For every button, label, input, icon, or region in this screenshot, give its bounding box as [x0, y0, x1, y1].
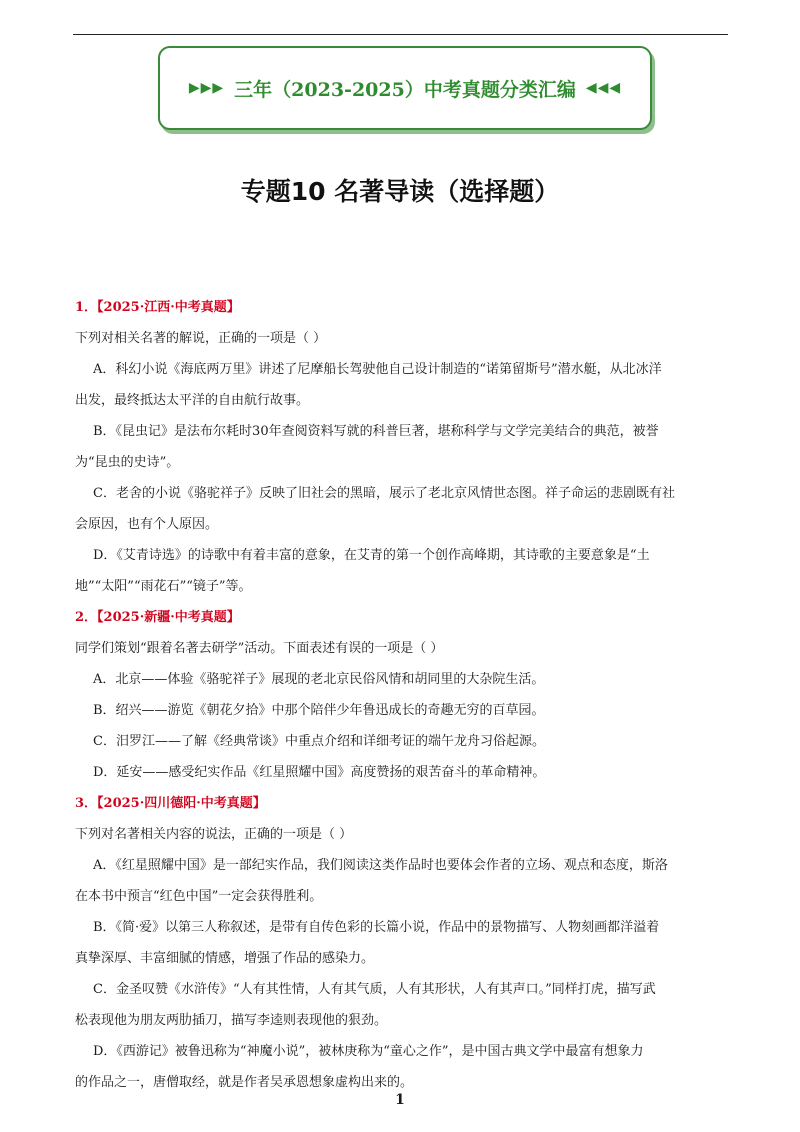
- option-a-cont: 出发，最终抵达太平洋的自由航行故事。: [75, 393, 310, 408]
- question-stem: 下列对相关名著的解说，正确的一项是（ ）: [75, 331, 327, 346]
- question-2: [75, 602, 730, 788]
- question-list: [75, 292, 730, 1098]
- top-rule: [73, 34, 728, 35]
- option-a: A．科幻小说《海底两万里》讲述了尼摩船长驾驶他自己设计制造的“诺第留斯号”潜水艇，从北冰洋: [93, 362, 662, 377]
- option-c: C．老舍的小说《骆驼祥子》反映了旧社会的黑暗，展示了老北京风情世态图。祥子命运的悲剧既有社: [93, 486, 675, 501]
- right-arrows-icon: ▶▶▶: [188, 80, 225, 96]
- question-heading: 3．【2025·四川德阳·中考真题】: [75, 796, 266, 811]
- option-d-cont: 地”“太阳”“雨花石”“镜子”等。: [75, 579, 252, 594]
- option-b: B．《简·爱》以第三人称叙述，是带有自传色彩的长篇小说，作品中的景物描写、人物刻画都洋溢着: [93, 920, 660, 935]
- option-d-cont: 的作品之一，唐僧取经，就是作者吴承恩想象虚构出来的。: [75, 1075, 414, 1090]
- option-c-cont: 松表现他为朋友两肋插刀，描写李逵则表现他的狠劲。: [75, 1013, 388, 1028]
- question-stem: 下列对名著相关内容的说法，正确的一项是（ ）: [75, 827, 353, 842]
- option-a-cont: 在本书中预言“红色中国”一定会获得胜利。: [75, 889, 323, 904]
- question-stem: 同学们策划“跟着名著去研学”活动。下面表述有误的一项是（ ）: [75, 641, 444, 656]
- question-3: [75, 788, 730, 1098]
- option-b-cont: 为“昆虫的史诗”。: [75, 455, 180, 470]
- question-1: [75, 292, 730, 602]
- option-b-cont: 真挚深厚、丰富细腻的情感，增强了作品的感染力。: [75, 951, 375, 966]
- option-a: A．《红星照耀中国》是一部纪实作品，我们阅读这类作品时也要体会作者的立场、观点和态度，斯洛: [93, 858, 668, 873]
- page-title: 专题10 名著导读（选择题）: [240, 177, 560, 206]
- option-d: D．延安——感受纪实作品《红星照耀中国》高度赞扬的艰苦奋斗的革命精神。: [93, 765, 546, 780]
- option-c: C．金圣叹赞《水浒传》“人有其性情，人有其气质，人有其形状，人有其声口。”同样打虎，描写武: [93, 982, 656, 997]
- option-c-cont: 会原因，也有个人原因。: [75, 517, 219, 532]
- series-banner: [158, 46, 652, 130]
- page-number: 1: [395, 1092, 405, 1108]
- option-b: B．绍兴——游览《朝花夕拾》中那个陪伴少年鲁迅成长的奇趣无穷的百草园。: [93, 703, 545, 718]
- option-a: A．北京——体验《骆驼祥子》展现的老北京民俗风情和胡同里的大杂院生活。: [93, 672, 545, 687]
- option-d: D．《艾青诗选》的诗歌中有着丰富的意象，在艾青的第一个创作高峰期，其诗歌的主要意象是“土: [93, 548, 650, 563]
- option-d: D．《西游记》被鲁迅称为“神魔小说”，被林庚称为“童心之作”，是中国古典文学中最富有想象力: [93, 1044, 644, 1059]
- option-b: B．《昆虫记》是法布尔耗时30年查阅资料写就的科普巨著，堪称科学与文学完美结合的典范，被誉: [93, 424, 659, 439]
- banner-text: 三年（2023-2025）中考真题分类汇编: [234, 78, 576, 101]
- option-c: C．汨罗江——了解《经典常谈》中重点介绍和详细考证的端午龙舟习俗起源。: [93, 734, 545, 749]
- left-arrows-icon: ◀◀◀: [585, 80, 622, 96]
- question-heading: 2．【2025·新疆·中考真题】: [75, 610, 240, 625]
- question-heading: 1．【2025·江西·中考真题】: [75, 300, 240, 315]
